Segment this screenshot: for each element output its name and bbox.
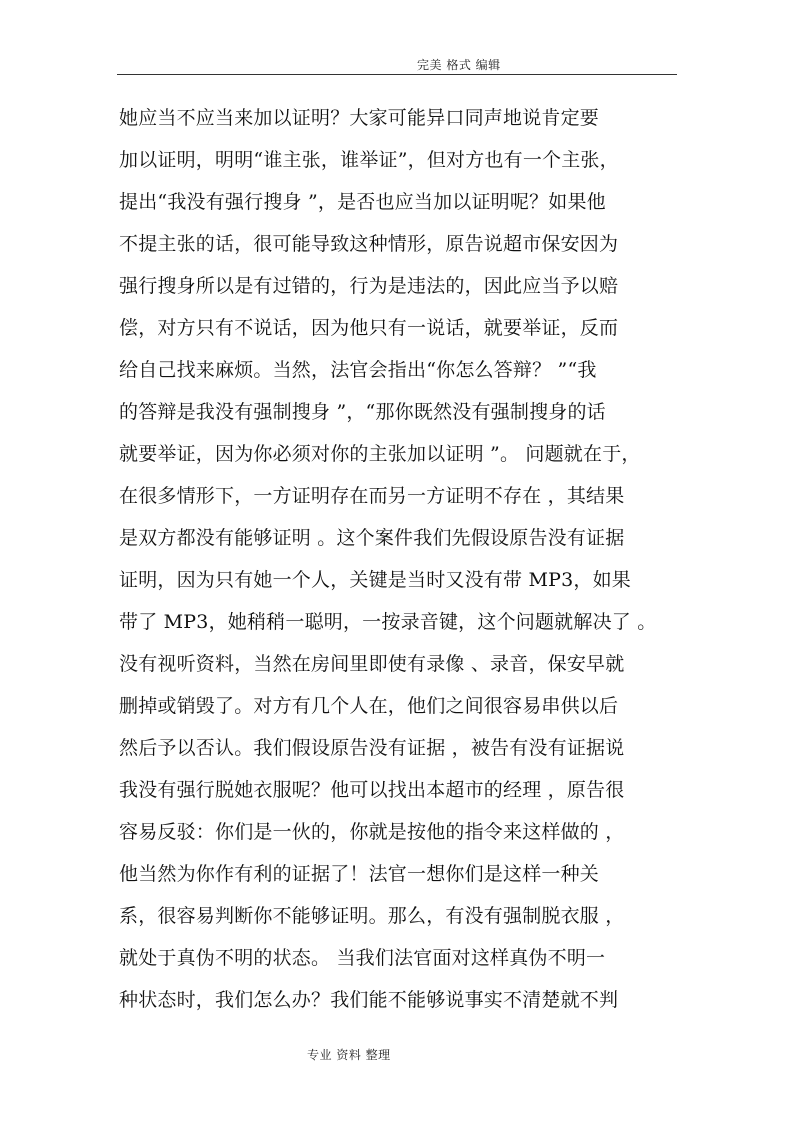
- body-line: 然后予以否认。我们假设原告没有证据 ，被告有没有证据说: [119, 737, 625, 759]
- body-line: 就处于真伪不明的状态。 当我们法官面对这样真伪不明一: [119, 947, 606, 969]
- header-divider: [117, 74, 677, 75]
- body-line: 删掉或销毁了。对方有几个人在，他们之间很容易串供以后: [119, 695, 619, 717]
- body-line: 容易反驳：你们是一伙的，你就是按他的指令来这样做的 ，: [119, 821, 625, 843]
- body-line: 我没有强行脱她衣服呢？他可以找出本超市的经理 ，原告很: [119, 779, 625, 801]
- body-line: 给自己找来麻烦。当然，法官会指出“你怎么答辩？ ”“我: [119, 359, 597, 381]
- body-line: 提出“我没有强行搜身 ”，是否也应当加以证明呢？如果他: [119, 191, 606, 213]
- body-line: 是双方都没有能够证明 。这个案件我们先假设原告没有证据: [119, 527, 625, 549]
- body-line: 在很多情形下，一方证明存在而另一方证明不存在 ，其结果: [119, 485, 625, 507]
- page-footer-text: 专业 资料 整理: [307, 1048, 391, 1062]
- body-line: 就要举证，因为你必须对你的主张加以证明 ”。 问题就在于，: [119, 443, 641, 465]
- body-line: 强行搜身所以是有过错的，行为是违法的，因此应当予以赔: [119, 275, 619, 297]
- body-line: 的答辩是我没有强制搜身 ”，“那你既然没有强制搜身的话: [119, 401, 606, 423]
- body-line: 种状态时，我们怎么办？我们能不能够说事实不清楚就不判: [119, 989, 619, 1011]
- body-line: 带了 MP3，她稍稍一聪明，一按录音键，这个问题就解决了 。: [119, 611, 657, 633]
- body-line: 他当然为你作有利的证据了！法官一想你们是这样一种关: [119, 863, 600, 885]
- body-line: 系，很容易判断你不能够证明。那么，有没有强制脱衣服 ，: [119, 905, 625, 927]
- body-line: 不提主张的话，很可能导致这种情形，原告说超市保安因为: [119, 233, 619, 255]
- body-line: 偿，对方只有不说话，因为他只有一说话，就要举证，反而: [119, 317, 619, 339]
- body-line: 没有视听资料，当然在房间里即使有录像 、录音，保安早就: [119, 653, 625, 675]
- body-line: 她应当不应当来加以证明？大家可能异口同声地说肯定要: [119, 107, 600, 129]
- page-header-text: 完美 格式 编辑: [417, 58, 501, 72]
- body-line: 加以证明，明明“谁主张，谁举证”，但对方也有一个主张，: [119, 149, 619, 171]
- body-line: 证明，因为只有她一个人，关键是当时又没有带 MP3，如果: [119, 569, 631, 591]
